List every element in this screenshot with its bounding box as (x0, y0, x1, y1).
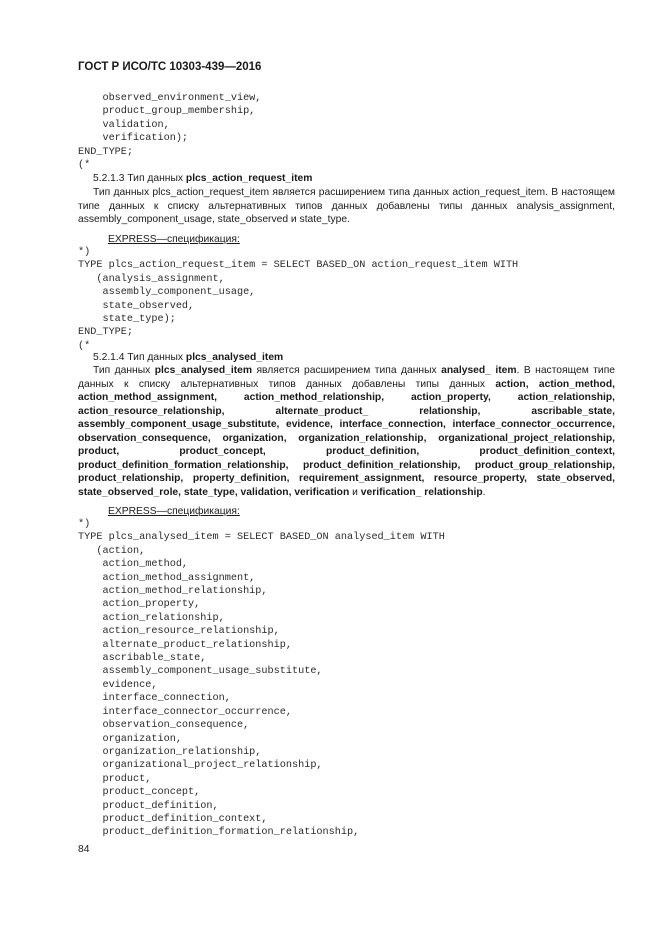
section-paragraph-5-2-1-3: Тип данных plcs_action_request_item является расширением типа данных action_request_item. В настоящем типе данных к списку альтернативных типов данных добавлены типы данных analysis_assignment, assembly_component_usage, state_observed и state_type. (78, 187, 615, 225)
section-number: 5.2.1.4 Тип данных (93, 352, 186, 363)
section-number: 5.2.1.3 Тип данных (93, 173, 186, 184)
page-number: 84 (78, 844, 90, 855)
code-block-plcs-analysed-item: *) TYPE plcs_analysed_item = SELECT BASED_ON analysed_item WITH (action, action_method, action_method_assignment, action_method_relationship, action_property, action_relationship, action_resource_relationship, alternate_product_relationship, ascribable_state, assembly_component_usage_substitute, evidence, interface_connection, interface_connector_occurrence, observation_consequence, organization, organization_relationship, organizational_project_relationship, product, product_concept, product_definition, product_definition_context, product_definition_formation_relationship, (78, 519, 445, 839)
section-heading-5-2-1-3 (93, 172, 312, 186)
document-header: ГОСТ Р ИСО/ТС 10303-439—2016 (78, 61, 262, 73)
express-spec-label: EXPRESS—спецификация: (108, 506, 240, 517)
type-name: plcs_action_request_item (185, 173, 313, 184)
type-list: action, action_method, action_method_assignment, action_method_relationship, action_property, action_relationship, action_resource_relationship, alternate_product_ relationship, ascribable_state, assembly_component_usage_substitute, evidence, interface_connection, interface_connector_occurrence, observation_consequence, organization, organization_relationship, organizational_project_relationship, product, product_concept, product_definition, product_definition_context, product_definition_formation_relationship, product_definition_relationship, product_group_relationship, product_relationship, property_definition, requirement_assignment, resource_property, state_observed, state_observed_role, state_type, validation, verification (78, 378, 615, 498)
code-block-plcs-action-request-item: *) TYPE plcs_action_request_item = SELECT BASED_ON action_request_item WITH (analysis_assignment, assembly_component_usage, state_observed, state_type); END_TYPE; (* (78, 247, 519, 352)
section-paragraph-5-2-1-4: Тип данных plcs_analysed_item является расширением типа данных analysed_ item. В настоящем типе данных к списку альтернативных типов данных добавлены типы данных action, action_method, action_method_assignment, action_method_relationship, action_property, action_relationship, action_resource_relationship, alternate_product_ relationship, ascribable_state, assembly_component_usage_substitute, evidence, interface_connection, interface_connector_occurrence, observation_consequence, organization, organization_relationship, organizational_project_relationship, product, product_concept, product_definition, product_definition_context, product_definition_formation_relationship, product_definition_relationship, product_group_relationship, product_relationship, property_definition, requirement_assignment, resource_property, state_observed, state_observed_role, state_type, validation, verification и verification_ relationship. (78, 365, 615, 498)
code-block-continuation: observed_environment_view, product_group_membership, validation, verification); END_TYPE; (* (78, 93, 262, 172)
section-heading-5-2-1-4 (93, 351, 283, 365)
express-spec-label: EXPRESS—спецификация: (108, 234, 240, 245)
type-name: plcs_analysed_item (185, 352, 284, 363)
